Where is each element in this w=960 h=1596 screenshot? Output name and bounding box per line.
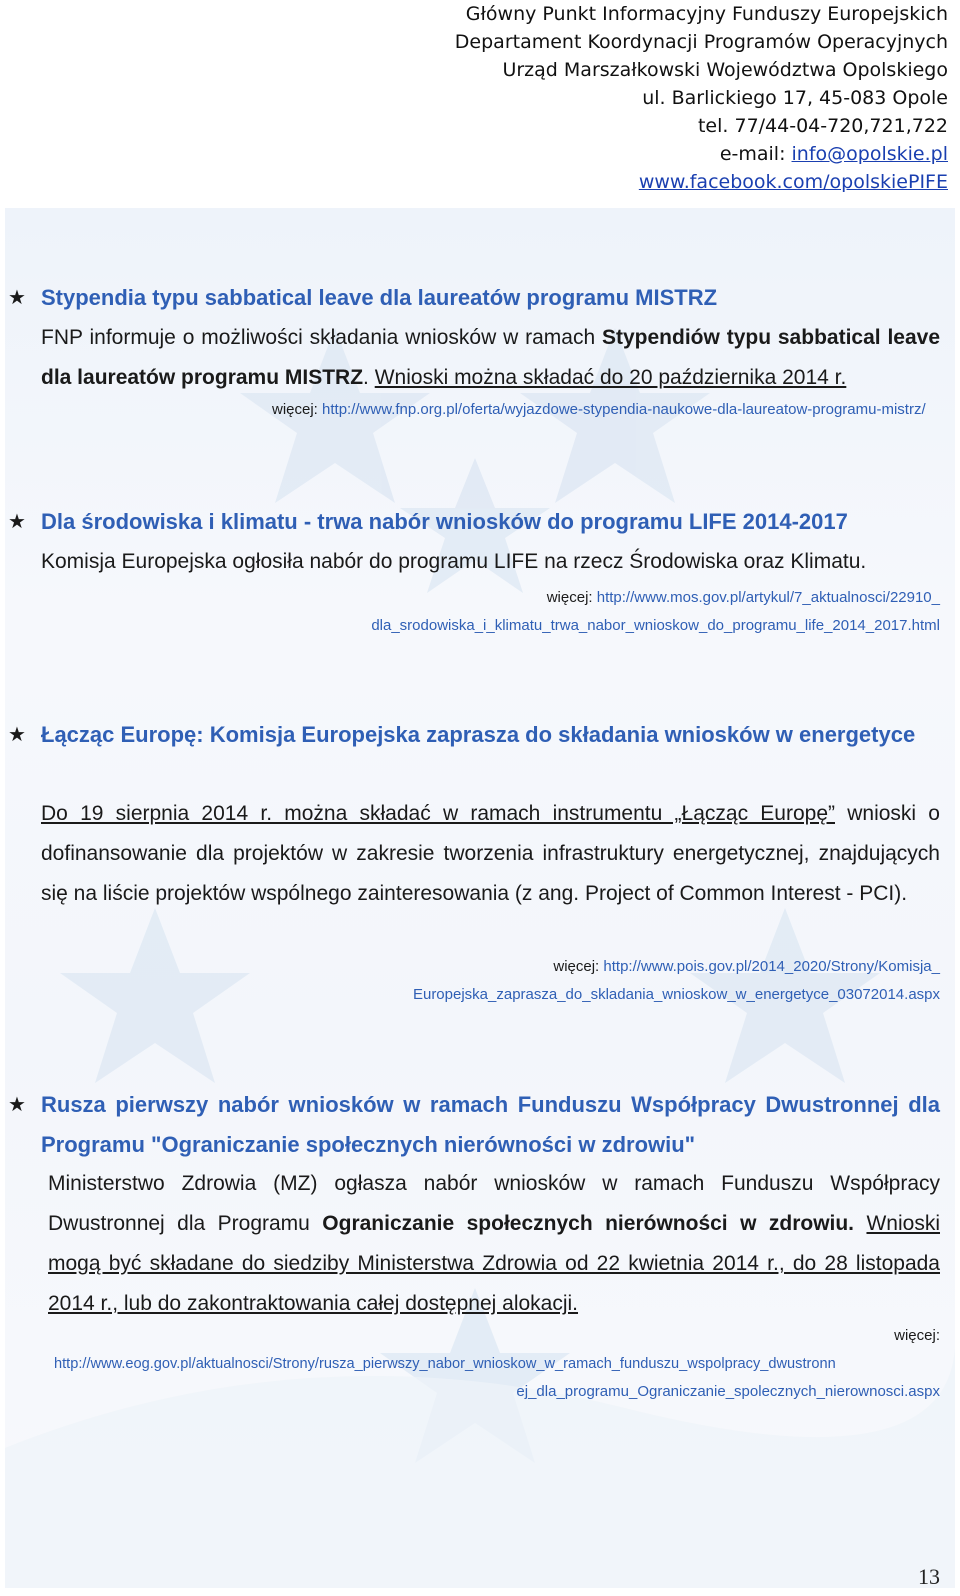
more-link-row-2: [371, 612, 940, 640]
more-link-row-2: [413, 981, 940, 1009]
more-link-continued[interactable]: dla_srodowiska_i_klimatu_trwa_nabor_wnioskow_do_programu_life_2014_2017.html: [371, 617, 940, 634]
more-label-row: [894, 1322, 940, 1350]
office-name: Urząd Marszałkowski Województwa Opolskiego: [502, 59, 948, 81]
more-label: więcej:: [553, 958, 604, 975]
body-text: [854, 1212, 866, 1235]
news-title: Stypendia typu sabbatical leave dla laureatów programu MISTRZ: [41, 285, 718, 310]
more-link-continued[interactable]: ej_dla_programu_Ograniczanie_spolecznych_nierownosci.aspx: [516, 1383, 940, 1400]
letterhead: [428, 0, 948, 196]
body-underlined-text: Wnioski można składać do 20 października 2014 r.: [374, 366, 847, 389]
news-title: Dla środowiska i klimatu - trwa nabór wniosków do programu LIFE 2014-2017: [41, 509, 848, 534]
more-link-row: [272, 396, 926, 424]
department-name: Departament Koordynacji Programów Operacyjnych: [454, 31, 948, 53]
more-link-continued[interactable]: Europejska_zaprasza_do_skladania_wnioskow_w_energetyce_03072014.aspx: [412, 986, 940, 1003]
news-title: Rusza pierwszy nabór wniosków w ramach Funduszu Współpracy Dwustronnej dla Programu "Ograniczanie społecznych nierówności w zdrowiu": [41, 1092, 940, 1157]
star-icon: ★: [8, 724, 26, 746]
email-link[interactable]: info@opolskie.pl: [791, 143, 948, 165]
more-link[interactable]: http://www.eog.gov.pl/aktualnosci/Strony/rusza_pierwszy_nabor_wnioskow_w_ramach_funduszu_wspolpracy_dwustronn: [54, 1356, 836, 1372]
more-label: więcej:: [272, 401, 323, 418]
more-link[interactable]: http://www.fnp.org.pl/oferta/wyjazdowe-stypendia-naukowe-dla-laureatow-programu-mistrz/: [322, 401, 926, 418]
body-underlined-text: Wnioski mogą być składane do siedziby Ministerstwa Zdrowia od 22 kwietnia 2014 r., do 28 listopada 2014 r., lub do zakontraktowania całej dostępnej alokacji.: [48, 1212, 940, 1315]
email-label: e-mail:: [719, 143, 792, 165]
more-link-row-2: [516, 1378, 940, 1406]
address: ul. Barlickiego 17, 45-083 Opole: [642, 87, 948, 109]
facebook-line: [428, 168, 948, 196]
body-text: Ministerstwo Zdrowia (MZ) ogłasza nabór wniosków w ramach Funduszu Współpracy Dwustronnej dla Programu: [48, 1172, 940, 1235]
more-label: więcej:: [546, 589, 597, 606]
more-link-row: [553, 953, 940, 981]
star-icon: ★: [8, 511, 26, 533]
body-text: FNP informuje o możliwości składania wniosków w ramach: [41, 326, 602, 349]
more-label: więcej:: [894, 1327, 940, 1344]
news-body: [48, 1164, 940, 1324]
phone: tel. 77/44-04-720,721,722: [697, 115, 948, 137]
body-text: .: [363, 366, 375, 389]
body-text: wnioski o dofinansowanie dla projektów w zakresie tworzenia infrastruktury energetycznej, znajdujących się na liście projektów wspólnego zainteresowania (z ang. Project of Common Interest - PCI).: [41, 802, 940, 905]
more-link-row: [54, 1350, 940, 1378]
news-title: Łącząc Europę: Komisja Europejska zaprasza do składania wniosków w energetyce: [41, 722, 916, 747]
news-body: Komisja Europejska ogłosiła nabór do programu LIFE na rzecz Środowiska oraz Klimatu.: [41, 550, 867, 573]
more-link[interactable]: http://www.mos.gov.pl/artykul/7_aktualnosci/22910_: [596, 589, 940, 606]
body-bold-text: Stypendiów typu sabbatical leave dla laureatów programu MISTRZ: [41, 326, 941, 389]
star-icon: ★: [8, 287, 26, 309]
body-bold-text: Ograniczanie społecznych nierówności w zdrowiu.: [322, 1212, 855, 1235]
body-underlined-text: Do 19 sierpnia 2014 r. można składać w ramach instrumentu „Łącząc Europę”: [41, 802, 835, 825]
more-link[interactable]: http://www.pois.gov.pl/2014_2020/Strony/Komisja_: [603, 958, 940, 975]
star-icon: ★: [8, 1094, 26, 1116]
email-line: [428, 140, 948, 168]
news-body: [41, 318, 940, 398]
more-link-row: [547, 584, 940, 612]
page-number: 13: [918, 1564, 940, 1589]
facebook-link[interactable]: www.facebook.com/opolskiePIFE: [638, 171, 948, 193]
org-name: Główny Punkt Informacyjny Funduszy Europejskich: [465, 3, 948, 25]
news-body: [41, 794, 940, 914]
